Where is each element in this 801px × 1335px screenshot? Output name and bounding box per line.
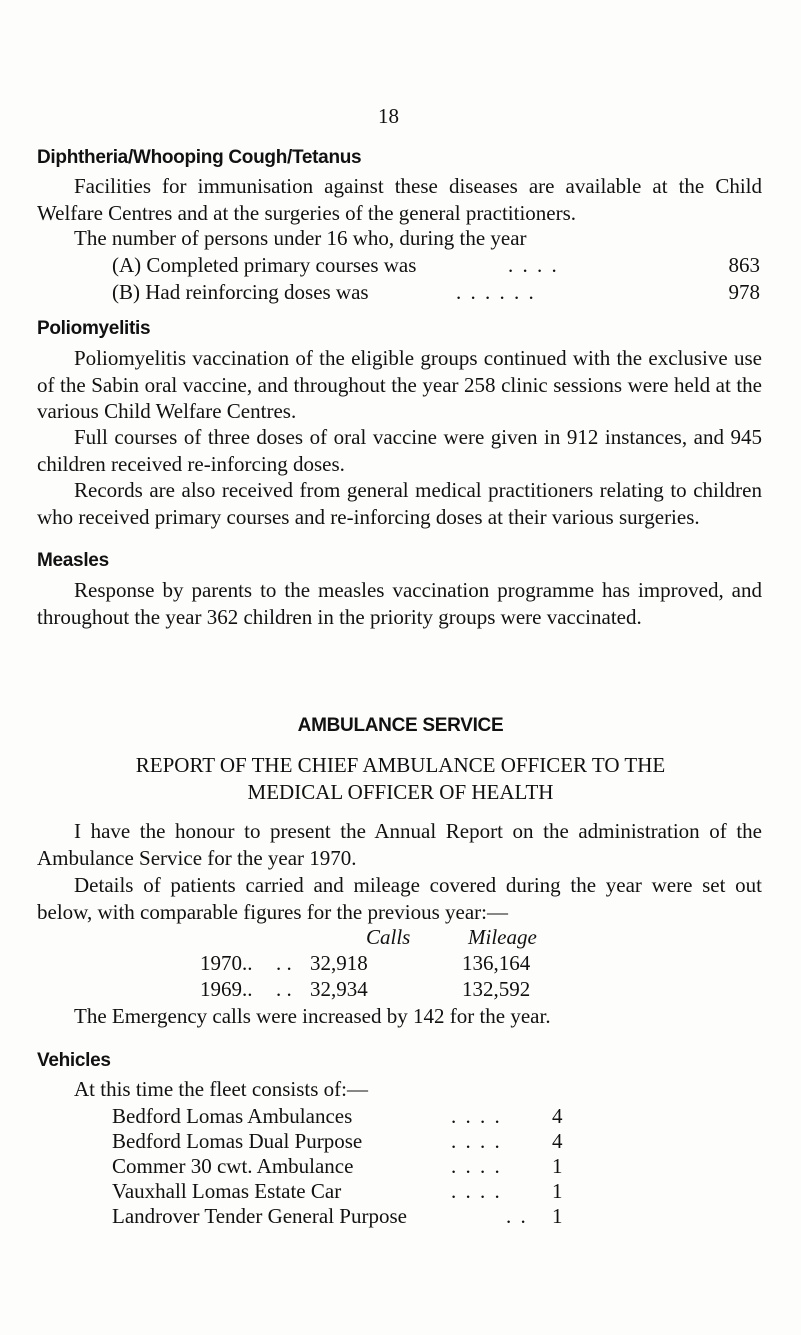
table-row-dots: . . bbox=[276, 951, 292, 975]
vehicle-item-label: Vauxhall Lomas Estate Car bbox=[112, 1179, 342, 1203]
table-header-calls: Calls bbox=[366, 925, 411, 949]
measles-heading: Measles bbox=[37, 550, 109, 571]
vehicles-heading: Vehicles bbox=[37, 1050, 111, 1071]
vehicles-intro: At this time the fleet consists of:— bbox=[74, 1077, 368, 1101]
table-row-calls: 32,918 bbox=[310, 951, 368, 975]
polio-paragraph-3: Records are also received from general medical practitioners relating to children who received primary courses and re-inforcing doses at their various surgeries. bbox=[37, 478, 762, 529]
diphtheria-intro: The number of persons under 16 who, during the year bbox=[74, 226, 527, 250]
table-row-mileage: 132,592 bbox=[462, 977, 531, 1001]
diphtheria-paragraph: Facilities for immunisation against these diseases are available at the Child Welfare Centres and at the surgeries of the general practitioners. bbox=[37, 174, 762, 225]
vehicle-item-dots: . . . . bbox=[451, 1154, 502, 1178]
vehicle-item-label: Bedford Lomas Dual Purpose bbox=[112, 1129, 363, 1153]
diphtheria-item-a-value: 863 bbox=[728, 253, 760, 277]
vehicle-item-count: 4 bbox=[552, 1104, 563, 1128]
vehicle-item-dots: . . . . bbox=[451, 1179, 502, 1203]
diphtheria-heading: Diphtheria/Whooping Cough/Tetanus bbox=[37, 147, 362, 168]
emergency-calls-text: The Emergency calls were increased by 142 for the year. bbox=[74, 1004, 551, 1028]
polio-paragraph-2: Full courses of three doses of oral vaccine were given in 912 instances, and 945 children received re-inforcing doses. bbox=[37, 425, 762, 476]
polio-heading: Poliomyelitis bbox=[37, 318, 151, 339]
vehicle-item-dots: . . bbox=[506, 1204, 528, 1228]
polio-paragraph-1: Poliomyelitis vaccination of the eligible groups continued with the exclusive use of the Sabin oral vaccine, and throughout the year 258 clinic sessions were held at the various Child Welfare Centres. bbox=[37, 346, 762, 423]
vehicle-item-label: Bedford Lomas Ambulances bbox=[112, 1104, 353, 1128]
ambulance-paragraph-1: I have the honour to present the Annual Report on the administration of the Ambulance Service for the year 1970. bbox=[37, 819, 762, 870]
measles-paragraph: Response by parents to the measles vaccination programme has improved, and throughout the year 362 children in the priority groups were vaccinated. bbox=[37, 578, 762, 629]
vehicle-item-dots: . . . . bbox=[451, 1104, 502, 1128]
table-row-year: 1969.. bbox=[200, 977, 253, 1001]
table-row-dots: . . bbox=[276, 977, 292, 1001]
page-number: 18 bbox=[378, 104, 399, 128]
diphtheria-item-b-dots: . . . . . . bbox=[456, 280, 536, 304]
diphtheria-item-a-label: (A) Completed primary courses was bbox=[112, 253, 417, 277]
vehicle-item-count: 1 bbox=[552, 1154, 563, 1178]
diphtheria-item-a-dots: . . . . bbox=[508, 253, 559, 277]
vehicle-item-count: 1 bbox=[552, 1179, 563, 1203]
diphtheria-item-b-value: 978 bbox=[728, 280, 760, 304]
report-title-line-1: REPORT OF THE CHIEF AMBULANCE OFFICER TO THE bbox=[135, 753, 666, 777]
table-row-mileage: 136,164 bbox=[462, 951, 531, 975]
table-header-mileage: Mileage bbox=[468, 925, 537, 949]
ambulance-paragraph-2: Details of patients carried and mileage covered during the year were set out below, with comparable figures for the previous year:— bbox=[37, 873, 762, 924]
table-row-year: 1970.. bbox=[200, 951, 253, 975]
ambulance-heading: AMBULANCE SERVICE bbox=[297, 715, 504, 736]
vehicle-item-count: 4 bbox=[552, 1129, 563, 1153]
vehicle-item-count: 1 bbox=[552, 1204, 563, 1228]
diphtheria-item-b-label: (B) Had reinforcing doses was bbox=[112, 280, 369, 304]
vehicle-item-label: Commer 30 cwt. Ambulance bbox=[112, 1154, 354, 1178]
table-row-calls: 32,934 bbox=[310, 977, 368, 1001]
vehicle-item-label: Landrover Tender General Purpose bbox=[112, 1204, 407, 1228]
vehicle-item-dots: . . . . bbox=[451, 1129, 502, 1153]
report-title-line-2: MEDICAL OFFICER OF HEALTH bbox=[247, 780, 554, 804]
